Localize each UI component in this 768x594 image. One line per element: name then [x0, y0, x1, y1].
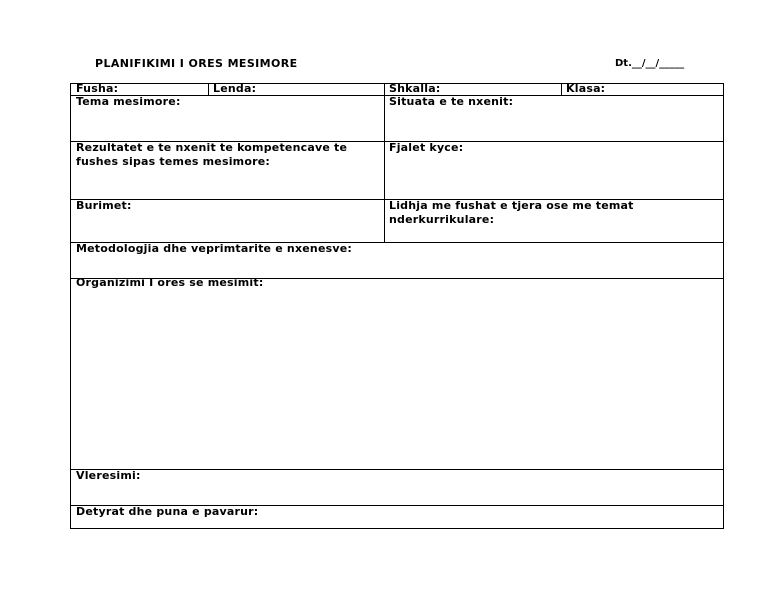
lesson-plan-form [70, 83, 724, 529]
organizimi-field: Organizimi I ores se mesimit: [76, 276, 264, 289]
fjalet-kyce-field: Fjalet kyce: [389, 141, 464, 154]
page-title: PLANIFIKIMI I ORES MESIMORE [95, 57, 298, 70]
burimet-field: Burimet: [76, 199, 132, 212]
date-field: Dt.__/__/_____ [615, 58, 685, 69]
shkalla-label: Shkalla: [389, 82, 441, 95]
rezultatet-field: Rezultatet e te nxenit te kompetencave te fushes sipas temes mesimore: [76, 141, 348, 168]
klasa-label: Klasa: [566, 82, 606, 95]
lidhja-field: Lidhja me fushat e tjera ose me temat nderkurrikulare: [389, 199, 634, 226]
vleresimi-field: Vleresimi: [76, 469, 141, 482]
fusha-label: Fusha: [76, 82, 119, 95]
metodologjia-field: Metodologjia dhe veprimtarite e nxenesve: [76, 242, 352, 255]
detyrat-field: Detyrat dhe puna e pavarur: [76, 505, 259, 518]
lenda-label: Lenda: [213, 82, 257, 95]
tema-mesimore-field: Tema mesimore: [76, 95, 181, 108]
situata-field: Situata e te nxenit: [389, 95, 514, 108]
